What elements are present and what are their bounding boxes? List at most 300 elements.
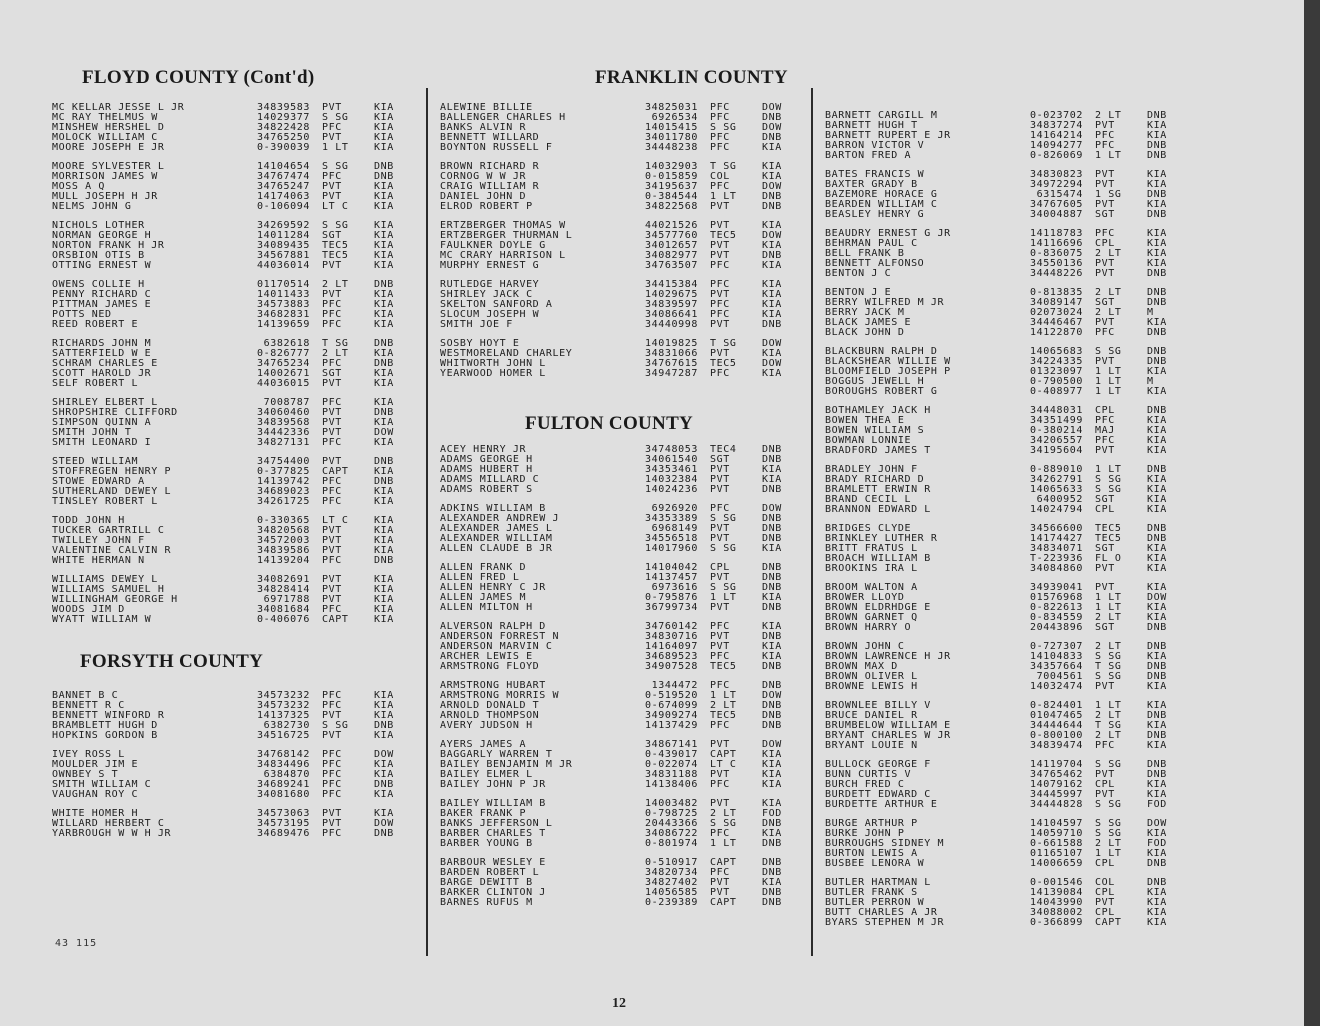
casualty-row (825, 426, 1185, 436)
entry-group (52, 221, 424, 271)
status-code: DNB (762, 603, 782, 613)
service-number: 34573883 (257, 300, 310, 310)
service-number: 34839568 (257, 418, 310, 428)
page-number: 12 (612, 996, 626, 1011)
rank: PVT (322, 379, 342, 389)
status-code: KIA (374, 103, 394, 113)
status-code: DNB (1147, 623, 1167, 633)
status-code: DNB (762, 632, 782, 642)
casualty-name: TINSLEY ROBERT L (52, 497, 158, 507)
status-code: KIA (1147, 475, 1167, 485)
entry-group (52, 691, 424, 741)
status-code: DNB (1147, 357, 1167, 367)
service-number: 01047465 (1030, 711, 1083, 721)
service-number: 34440998 (645, 320, 698, 330)
casualty-name: BARDEN ROBERT L (440, 868, 540, 878)
status-code: DNB (762, 839, 782, 849)
rank: PVT (322, 711, 342, 721)
casualty-row (825, 367, 1185, 377)
casualty-row (440, 799, 810, 809)
casualty-row (440, 359, 810, 369)
casualty-name: BLACK JOHN D (825, 328, 905, 338)
rank: PFC (322, 310, 342, 320)
casualty-name: BERRY WILFRED M JR (825, 298, 945, 308)
service-number: 14094277 (1030, 141, 1083, 151)
casualty-name: BOROUGHS ROBERT G (825, 387, 938, 397)
rank: S SG (1095, 819, 1122, 829)
service-number: 34353461 (645, 465, 698, 475)
casualty-name: ARNOLD DONALD T (440, 701, 540, 711)
rank: S SG (710, 544, 737, 554)
casualty-row (52, 398, 424, 408)
casualty-row (52, 162, 424, 172)
county-heading: FRANKLIN COUNTY (595, 67, 788, 88)
rank: PFC (322, 605, 342, 615)
rank: PVT (710, 770, 730, 780)
rank: SGT (1095, 623, 1115, 633)
casualty-row (825, 210, 1185, 220)
service-number: 14104042 (645, 563, 698, 573)
service-number: 34831188 (645, 770, 698, 780)
casualty-row (52, 359, 424, 369)
casualty-row (825, 623, 1185, 633)
rank: PFC (322, 770, 342, 780)
casualty-row (52, 497, 424, 507)
casualty-row (825, 387, 1185, 397)
casualty-row (52, 310, 424, 320)
status-code: KIA (374, 251, 394, 261)
service-number: 14164097 (645, 642, 698, 652)
rank: PVT (1095, 269, 1115, 279)
rank: SGT (1095, 210, 1115, 220)
casualty-row (52, 750, 424, 760)
casualty-name: BRAND CECIL L (825, 495, 912, 505)
service-number: 0-822613 (1030, 603, 1083, 613)
service-number: 34448238 (645, 143, 698, 153)
service-number: 14139204 (257, 556, 310, 566)
service-number: 34825031 (645, 103, 698, 113)
status-code: KIA (374, 438, 394, 448)
rank: 1 LT (1095, 465, 1122, 475)
casualty-row (440, 839, 810, 849)
casualty-row (440, 310, 810, 320)
casualty-name: ALLEN MILTON H (440, 603, 533, 613)
rank: TEC4 (710, 445, 737, 455)
status-code: DNB (762, 485, 782, 495)
service-number: 34909274 (645, 711, 698, 721)
entry-group (52, 398, 424, 448)
status-code: KIA (374, 143, 394, 153)
casualty-name: BAILEY JOHN P JR (440, 780, 546, 790)
casualty-name: BROWN ELDRHDGE E (825, 603, 931, 613)
status-code: KIA (762, 622, 782, 632)
rank: FL O (1095, 554, 1122, 564)
service-number: 34567881 (257, 251, 310, 261)
casualty-name: SKELTON SANFORD A (440, 300, 553, 310)
rank: PFC (322, 701, 342, 711)
status-code: DOW (762, 740, 782, 750)
casualty-name: YARBROUGH W W H JR (52, 829, 172, 839)
service-number: 0-801974 (645, 839, 698, 849)
service-number: 34765462 (1030, 770, 1083, 780)
status-code: KIA (762, 780, 782, 790)
entry-group (825, 111, 1185, 161)
status-code: KIA (374, 231, 394, 241)
casualty-row (825, 829, 1185, 839)
status-code: DNB (1147, 328, 1167, 338)
casualty-row (825, 564, 1185, 574)
rank: T SG (1095, 662, 1122, 672)
casualty-name: ADAMS ROBERT S (440, 485, 533, 495)
casualty-name: BENNETT WILLARD (440, 133, 540, 143)
casualty-row (825, 849, 1185, 859)
casualty-row (825, 416, 1185, 426)
rank: 2 LT (322, 349, 349, 359)
casualty-row (440, 113, 810, 123)
status-code: DNB (762, 662, 782, 672)
status-code: KIA (762, 162, 782, 172)
casualty-name: STOFFREGEN HENRY P (52, 467, 172, 477)
casualty-row (825, 436, 1185, 446)
casualty-name: AVERY JUDSON H (440, 721, 533, 731)
status-code: KIA (374, 691, 394, 701)
casualty-row (825, 347, 1185, 357)
status-code: KIA (762, 465, 782, 475)
casualty-row (825, 357, 1185, 367)
column-divider-left (426, 88, 428, 956)
casualty-row (440, 878, 810, 888)
status-code: KIA (374, 536, 394, 546)
casualty-row (825, 505, 1185, 515)
casualty-row (825, 898, 1185, 908)
casualty-row (52, 182, 424, 192)
rank: PVT (1095, 180, 1115, 190)
rank: LT C (322, 516, 349, 526)
entry-group (825, 701, 1185, 751)
column-middle (440, 67, 810, 917)
casualty-name: NICHOLS LOTHER (52, 221, 145, 231)
casualty-row (52, 615, 424, 625)
status-code: DNB (1147, 642, 1167, 652)
casualty-name: ERTZBERGER THOMAS W (440, 221, 566, 231)
rank: PFC (710, 652, 730, 662)
casualty-name: BYARS STEPHEN M JR (825, 918, 945, 928)
service-number: 14104833 (1030, 652, 1083, 662)
casualty-name: BOWMAN LONNIE (825, 436, 912, 446)
service-number: 0-795876 (645, 593, 698, 603)
status-code: KIA (374, 202, 394, 212)
casualty-row (440, 898, 810, 908)
casualty-name: BEAUDRY ERNEST G JR (825, 229, 951, 239)
casualty-row (825, 200, 1185, 210)
status-code: KIA (1147, 918, 1167, 928)
casualty-name: POTTS NED (52, 310, 112, 320)
casualty-name: BEASLEY HENRY G (825, 210, 925, 220)
casualty-row (440, 622, 810, 632)
casualty-name: BROOM WALTON A (825, 583, 918, 593)
status-code: DNB (374, 162, 394, 172)
casualty-row (825, 269, 1185, 279)
county-heading: FULTON COUNTY (525, 413, 694, 434)
status-code: KIA (762, 172, 782, 182)
service-number: 14029675 (645, 290, 698, 300)
casualty-name: SMITH WILLIAM C (52, 780, 152, 790)
service-number: 34556518 (645, 534, 698, 544)
casualty-row (52, 711, 424, 721)
entry-group (440, 339, 810, 379)
service-number: 0-674099 (645, 701, 698, 711)
casualty-name: MULL JOSEPH H JR (52, 192, 158, 202)
rank: PVT (322, 809, 342, 819)
status-code: DNB (762, 251, 782, 261)
status-code: KIA (1147, 505, 1167, 515)
service-number: 34089147 (1030, 298, 1083, 308)
casualty-row (440, 809, 810, 819)
county-heading (825, 67, 1185, 103)
casualty-name: BEHRMAN PAUL C (825, 239, 918, 249)
service-number: 34224335 (1030, 357, 1083, 367)
casualty-row (52, 339, 424, 349)
casualty-name: BULLOCK GEORGE F (825, 760, 931, 770)
status-code: KIA (374, 595, 394, 605)
rank: SGT (1095, 298, 1115, 308)
casualty-row (825, 780, 1185, 790)
casualty-name: ERTZBERGER THURMAN L (440, 231, 573, 241)
casualty-name: ARNOLD THOMPSON (440, 711, 540, 721)
status-code: DOW (1147, 819, 1167, 829)
rank: PVT (322, 536, 342, 546)
casualty-name: BROACH WILLIAM B (825, 554, 931, 564)
service-number: 34262791 (1030, 475, 1083, 485)
casualty-row (52, 546, 424, 556)
rank: COL (710, 172, 730, 182)
casualty-name: ARCHER LEWIS E (440, 652, 533, 662)
casualty-name: BELL FRANK B (825, 249, 905, 259)
status-code: KIA (374, 133, 394, 143)
casualty-row (825, 534, 1185, 544)
rank: PVT (322, 595, 342, 605)
casualty-row (825, 328, 1185, 338)
casualty-name: MC KELLAR JESSE L JR (52, 103, 185, 113)
status-code: KIA (1147, 898, 1167, 908)
casualty-row (825, 475, 1185, 485)
casualty-row (52, 780, 424, 790)
casualty-name: BUTLER FRANK S (825, 888, 918, 898)
status-code: KIA (1147, 652, 1167, 662)
rank: PVT (710, 632, 730, 642)
rank: TEC5 (710, 359, 737, 369)
rank: PVT (322, 103, 342, 113)
status-code: KIA (1147, 603, 1167, 613)
service-number: 0-022074 (645, 760, 698, 770)
rank: PFC (710, 622, 730, 632)
rank: 1 LT (710, 192, 737, 202)
status-code: DNB (762, 524, 782, 534)
casualty-row (825, 603, 1185, 613)
rank: CAPT (322, 615, 349, 625)
casualty-row (52, 369, 424, 379)
rank: PVT (322, 546, 342, 556)
casualty-row (52, 585, 424, 595)
status-code: DNB (762, 192, 782, 202)
casualty-name: YEARWOOD HOMER L (440, 369, 546, 379)
casualty-name: ADAMS MILLARD C (440, 475, 540, 485)
service-number: 34939041 (1030, 583, 1083, 593)
service-number: 34012657 (645, 241, 698, 251)
casualty-row (52, 143, 424, 153)
status-code: DNB (374, 457, 394, 467)
status-code: DNB (374, 780, 394, 790)
service-number: 34444828 (1030, 800, 1083, 810)
status-code: KIA (762, 750, 782, 760)
status-code: KIA (762, 770, 782, 780)
rank: CPL (1095, 859, 1115, 869)
rank: PFC (322, 780, 342, 790)
casualty-row (52, 251, 424, 261)
service-number: 14043990 (1030, 898, 1083, 908)
service-number: 34748053 (645, 445, 698, 455)
casualty-row (440, 652, 810, 662)
status-code: DNB (1147, 524, 1167, 534)
service-number: 34206557 (1030, 436, 1083, 446)
service-number: 34448031 (1030, 406, 1083, 416)
rank: PFC (1095, 141, 1115, 151)
casualty-row (825, 180, 1185, 190)
county-section (440, 67, 810, 379)
rank: PFC (322, 790, 342, 800)
status-code: KIA (374, 379, 394, 389)
rank: SGT (1095, 544, 1115, 554)
casualty-row (52, 379, 424, 389)
entry-group (440, 103, 810, 153)
status-code: DOW (762, 359, 782, 369)
status-code: DNB (1147, 406, 1167, 416)
rank: CAPT (322, 467, 349, 477)
status-code: KIA (1147, 682, 1167, 692)
service-number: 0-889010 (1030, 465, 1083, 475)
rank: S SG (1095, 485, 1122, 495)
rank: PFC (322, 829, 342, 839)
rank: PFC (710, 133, 730, 143)
casualty-name: BROWN OLIVER L (825, 672, 918, 682)
entry-group (440, 858, 810, 908)
service-number: 14065683 (1030, 347, 1083, 357)
rank: 1 LT (1095, 603, 1122, 613)
casualty-row (440, 524, 810, 534)
entry-group (52, 280, 424, 330)
rank: PFC (322, 760, 342, 770)
rank: PVT (322, 575, 342, 585)
status-code: DNB (762, 858, 782, 868)
service-number: 34261725 (257, 497, 310, 507)
casualty-name: BOYNTON RUSSELL F (440, 143, 553, 153)
casualty-name: BRAMLETT ERWIN R (825, 485, 931, 495)
casualty-name: BATES FRANCIS W (825, 170, 925, 180)
casualty-row (440, 740, 810, 750)
casualty-row (825, 151, 1185, 161)
rank: PVT (710, 524, 730, 534)
status-code: KIA (1147, 780, 1167, 790)
service-number: 34767615 (645, 359, 698, 369)
casualty-name: SATTERFIELD W E (52, 349, 152, 359)
casualty-row (440, 231, 810, 241)
casualty-row (52, 113, 424, 123)
rank: SGT (322, 231, 342, 241)
casualty-name: BERRY JACK M (825, 308, 905, 318)
casualty-name: AYERS JAMES A (440, 740, 527, 750)
service-number: 14139084 (1030, 888, 1083, 898)
status-code: DOW (762, 339, 782, 349)
casualty-name: HOPKINS GORDON B (52, 731, 158, 741)
casualty-name: NORTON FRANK H JR (52, 241, 165, 251)
casualty-name: BENNETT ALFONSO (825, 259, 925, 269)
casualty-row (440, 465, 810, 475)
entry-group (825, 524, 1185, 574)
casualty-name: DANIEL JOHN D (440, 192, 527, 202)
service-number: 0-366899 (1030, 918, 1083, 928)
status-code: KIA (762, 300, 782, 310)
casualty-row (440, 241, 810, 251)
casualty-name: VAUGHAN ROY C (52, 790, 139, 800)
rank: PFC (322, 556, 342, 566)
status-code: KIA (374, 261, 394, 271)
status-code: DNB (762, 721, 782, 731)
service-number: 44021526 (645, 221, 698, 231)
status-code: KIA (374, 487, 394, 497)
casualty-row (440, 632, 810, 642)
service-number: 34689023 (257, 487, 310, 497)
casualty-name: BROWN GARNET Q (825, 613, 918, 623)
rank: S SG (710, 819, 737, 829)
service-number: 6971788 (263, 595, 310, 605)
service-number: 1344472 (651, 681, 698, 691)
casualty-name: BENTON J C (825, 269, 892, 279)
rank: 1 LT (710, 593, 737, 603)
rank: PVT (710, 888, 730, 898)
service-number: 36799734 (645, 603, 698, 613)
casualty-name: BLACK JAMES E (825, 318, 912, 328)
rank: S SG (1095, 652, 1122, 662)
casualty-name: MORRISON JAMES W (52, 172, 158, 182)
status-code: DNB (762, 681, 782, 691)
casualty-name: BANKS ALVIN R (440, 123, 527, 133)
rank: PVT (710, 202, 730, 212)
casualty-row (52, 103, 424, 113)
casualty-name: BAILEY ELMER L (440, 770, 533, 780)
service-number: 34573063 (257, 809, 310, 819)
entry-group (825, 760, 1185, 810)
rank: TEC5 (322, 241, 349, 251)
casualty-name: MOULDER JIM E (52, 760, 139, 770)
casualty-name: WILLIAMS SAMUEL H (52, 585, 165, 595)
casualty-row (52, 438, 424, 448)
rank: PVT (710, 534, 730, 544)
rank: 2 LT (1095, 308, 1122, 318)
service-number: 0-106094 (257, 202, 310, 212)
rank: PFC (710, 504, 730, 514)
rank: PFC (710, 829, 730, 839)
casualty-name: BROOKINS IRA L (825, 564, 918, 574)
rank: LT C (322, 202, 349, 212)
rank: CPL (1095, 505, 1115, 515)
casualty-row (440, 455, 810, 465)
service-number: 0-790500 (1030, 377, 1083, 387)
casualty-name: SMITH JOHN T (52, 428, 132, 438)
entry-group (440, 740, 810, 790)
service-number: 0-406076 (257, 615, 310, 625)
casualty-row (825, 878, 1185, 888)
rank: PVT (322, 182, 342, 192)
